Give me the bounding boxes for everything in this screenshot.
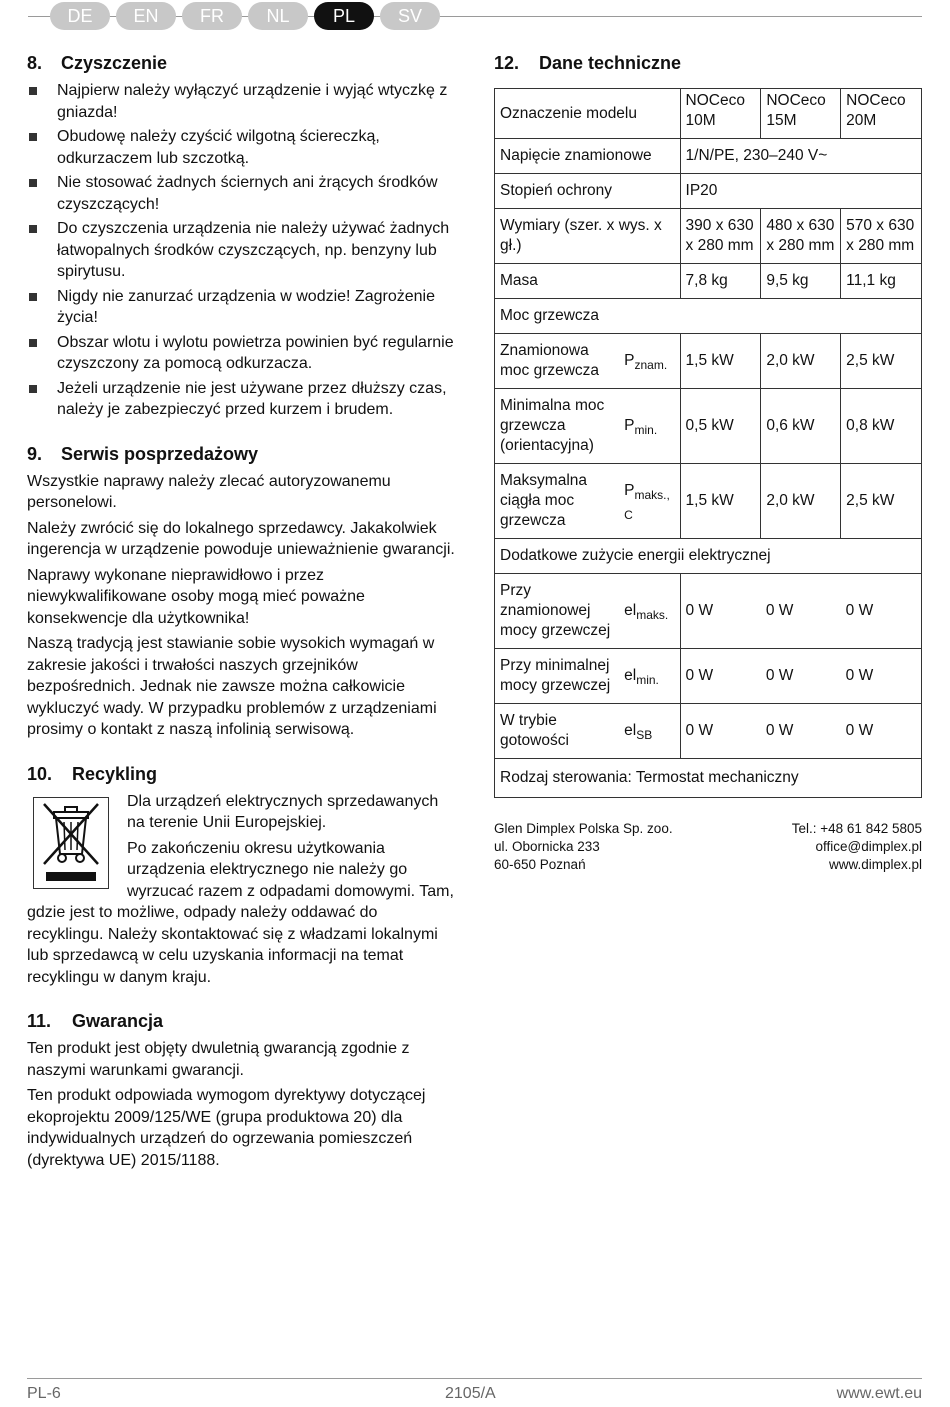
symbol-subscript: SB — [636, 728, 653, 743]
table-cell: 2,5 kW — [841, 334, 922, 389]
table-cell: 0 W — [841, 649, 922, 704]
table-cell: 1,5 kW — [680, 464, 761, 539]
section-heading — [27, 50, 457, 76]
technical-data-table — [494, 88, 922, 798]
table-cell: 0 W — [680, 574, 761, 649]
section-title: Recykling — [72, 763, 158, 784]
company-city: 60-650 Poznań — [494, 857, 586, 872]
section-number: 12. — [494, 53, 520, 73]
section-warranty — [27, 1008, 457, 1171]
table-row — [495, 704, 922, 759]
symbol-cell — [619, 389, 680, 464]
table-cell: 1,5 kW — [680, 334, 761, 389]
section-number: 8. — [27, 53, 43, 73]
model-cell: NOCeco 15M — [761, 89, 841, 139]
table-cell: Przy znamionowej mocy grzewczej — [495, 574, 620, 649]
section-title: Serwis posprzedażowy — [61, 443, 259, 464]
table-cell: Oznaczenie modelu — [495, 89, 681, 139]
table-cell: 2,0 kW — [761, 464, 841, 539]
tab-sv[interactable]: SV — [380, 2, 440, 30]
company-street: ul. Obornicka 233 — [494, 839, 600, 854]
table-cell: IP20 — [680, 174, 921, 209]
table-cell: Wymiary (szer. x wys. x gł.) — [495, 209, 681, 264]
control-type-cell: Rodzaj sterowania: Termostat mechaniczny — [495, 759, 922, 798]
symbol: el — [624, 722, 637, 739]
table-cell: 390 x 630 x 280 mm — [680, 209, 761, 264]
left-column — [27, 50, 457, 1191]
list-item: Najpierw należy wyłączyć urządzenie i wyjąć wtyczkę z gniazda! — [27, 80, 457, 123]
paragraph: Naprawy wykonane nieprawidłowo i przez niewykwalifikowane osoby mogą mieć poważne konsekwencje dla użytkownika! — [27, 566, 365, 627]
table-cell: 2,0 kW — [761, 334, 841, 389]
paragraph: Ten produkt jest objęty dwuletnią gwarancją zgodnie z naszymi warunkami gwarancji. — [27, 1040, 410, 1079]
table-row — [495, 759, 922, 798]
paragraph: Naszą tradycją jest stawianie sobie wysokich wymagań w zakresie jakości i trwałości naszych grzejników bezpośrednich. Jednak nie zawsze można całkowicie wykluczyć wady. W przypadku problemów z urządzeniami prosimy o kontakt z naszą infolinią serwisową. — [27, 635, 437, 738]
list-item: Nigdy nie zanurzać urządzenia w wodzie! Zagrożenie życia! — [27, 286, 457, 329]
list-item: Obudowę należy czyścić wilgotną ściereczką, odkurzaczem lub szczotką. — [27, 126, 457, 169]
table-row — [495, 264, 922, 299]
table-cell: 9,5 kg — [761, 264, 841, 299]
table-row — [495, 389, 922, 464]
company-contact — [792, 820, 922, 874]
section-title: Gwarancja — [72, 1011, 164, 1031]
table-row — [495, 89, 922, 139]
section-heading — [27, 1008, 457, 1034]
table-cell: 0 W — [761, 704, 841, 759]
table-cell: 0 W — [680, 704, 761, 759]
table-row — [495, 299, 922, 334]
table-cell: 0,8 kW — [841, 389, 922, 464]
section-number: 10. — [27, 763, 53, 784]
table-row — [495, 574, 922, 649]
company-website[interactable]: www.dimplex.pl — [828, 857, 922, 872]
table-cell: 1/N/PE, 230–240 V~ — [680, 139, 921, 174]
section-title: Dane techniczne — [539, 53, 682, 73]
section-heading — [494, 50, 922, 76]
symbol: el — [624, 667, 637, 684]
list-item: Do czyszczenia urządzenia nie należy używać żadnych łatwopalnych środków czyszczących, np. benzyny lub spirytusu. — [27, 218, 457, 283]
language-tabs — [50, 2, 440, 30]
weee-crossed-bin-icon — [33, 797, 109, 889]
table-cell: 0 W — [680, 649, 761, 704]
contact-block — [494, 820, 922, 874]
table-cell: 2,5 kW — [841, 464, 922, 539]
section-cleaning — [27, 50, 457, 421]
symbol: P — [624, 352, 635, 369]
section-service — [27, 441, 457, 741]
paragraph: Należy zwrócić się do lokalnego sprzedawcy. Jakakolwiek ingerencja w urządzenie powoduje unieważnienie gwarancji. — [27, 519, 455, 558]
weee-bin-graphic — [34, 798, 108, 888]
symbol-subscript: znam. — [634, 358, 668, 373]
table-cell: 0,6 kW — [761, 389, 841, 464]
section-heading — [27, 761, 457, 787]
table-cell: Stopień ochrony — [495, 174, 681, 209]
table-row — [495, 174, 922, 209]
section-number: 9. — [27, 443, 43, 464]
symbol-cell — [619, 649, 680, 704]
right-column — [494, 50, 922, 874]
section-heading — [27, 441, 457, 467]
table-group-header: Moc grzewcza — [495, 299, 922, 334]
table-cell: Przy minimalnej mocy grzewczej — [495, 649, 620, 704]
table-cell: Maksymalna ciągła moc grzewcza — [495, 464, 620, 539]
page-number: PL-6 — [27, 1385, 61, 1402]
company-phone: Tel.: +48 61 842 5805 — [791, 821, 922, 836]
table-cell: 570 x 630 x 280 mm — [841, 209, 922, 264]
company-name: Glen Dimplex Polska Sp. zoo. — [494, 821, 673, 836]
table-cell: Masa — [495, 264, 681, 299]
paragraph: Wszystkie naprawy należy zlecać autoryzowanemu personelowi. — [27, 472, 391, 511]
section-recycling — [27, 761, 457, 989]
table-cell: 0,5 kW — [680, 389, 761, 464]
table-cell: Napięcie znamionowe — [495, 139, 681, 174]
paragraph: Dla urządzeń elektrycznych sprzedawanych na terenie Unii Europejskiej. — [127, 792, 439, 831]
language-bar — [0, 0, 950, 34]
model-cell: NOCeco 10M — [680, 89, 761, 139]
footer-website[interactable]: www.ewt.eu — [836, 1385, 922, 1402]
table-cell: W trybie gotowości — [495, 704, 620, 759]
tab-en[interactable]: EN — [116, 2, 176, 30]
paragraph: Ten produkt odpowiada wymogom dyrektywy dotyczącej ekoprojektu 2009/125/WE (grupa produktowa 20) dla indywidualnych urządzeń do ogrzewania pomieszczeń (dyrektywa UE) 2015/1188. — [27, 1087, 426, 1169]
tab-nl[interactable]: NL — [248, 2, 308, 30]
section-number: 11. — [27, 1011, 52, 1031]
recycling-body — [27, 791, 457, 989]
table-cell: 480 x 630 x 280 mm — [761, 209, 841, 264]
symbol-cell — [619, 464, 680, 539]
tab-de[interactable]: DE — [50, 2, 110, 30]
table-row — [495, 209, 922, 264]
symbol-cell — [619, 704, 680, 759]
table-cell: 0 W — [841, 574, 922, 649]
table-row — [495, 139, 922, 174]
table-row — [495, 334, 922, 389]
list-item: Obszar wlotu i wylotu powietrza powinien być regularnie czyszczony za pomocą odkurzacza. — [27, 332, 457, 375]
symbol: P — [624, 482, 635, 499]
page-footer — [27, 1378, 922, 1406]
table-cell: 0 W — [841, 704, 922, 759]
tab-fr[interactable]: FR — [182, 2, 242, 30]
document-version: 2105/A — [445, 1385, 496, 1402]
symbol-subscript: maks., C — [624, 488, 670, 523]
table-cell: Znamionowa moc grzewcza — [495, 334, 620, 389]
table-cell: 0 W — [761, 574, 841, 649]
company-address — [494, 820, 673, 874]
table-group-header: Dodatkowe zużycie energii elektrycznej — [495, 539, 922, 574]
table-cell: Minimalna moc grzewcza (orientacyjna) — [495, 389, 620, 464]
symbol-subscript: min. — [636, 673, 659, 688]
model-cell: NOCeco 20M — [841, 89, 922, 139]
symbol-subscript: maks. — [636, 608, 669, 623]
symbol: P — [624, 417, 635, 434]
section-title: Czyszczenie — [61, 53, 168, 73]
symbol-cell — [619, 334, 680, 389]
paragraph: Po zakończeniu okresu użytkowania urządzenia elektrycznego nie należy go wyrzucać razem z odpadami domowymi. Tam, gdzie jest to możliwe, odpady należy oddawać do recyklingu. Należy skontaktować się z władzami lokalnymi lub sprzedawcą w celu uzyskania informacji na temat recyklingu w danym kraju. — [27, 839, 454, 986]
table-cell: 7,8 kg — [680, 264, 761, 299]
table-cell: 11,1 kg — [841, 264, 922, 299]
company-email[interactable]: office@dimplex.pl — [815, 839, 922, 854]
table-row — [495, 649, 922, 704]
symbol: el — [624, 602, 637, 619]
tab-pl[interactable]: PL — [314, 2, 374, 30]
list-item: Nie stosować żadnych ściernych ani żrących środków czyszczących! — [27, 172, 457, 215]
symbol-subscript: min. — [634, 423, 658, 438]
footer-rule — [27, 1378, 922, 1379]
table-row — [495, 464, 922, 539]
symbol-cell — [619, 574, 680, 649]
cleaning-list — [27, 80, 457, 421]
list-item: Jeżeli urządzenie nie jest używane przez dłuższy czas, należy je zabezpieczyć przed kurzem i brudem. — [27, 378, 457, 421]
table-row — [495, 539, 922, 574]
table-cell: 0 W — [761, 649, 841, 704]
